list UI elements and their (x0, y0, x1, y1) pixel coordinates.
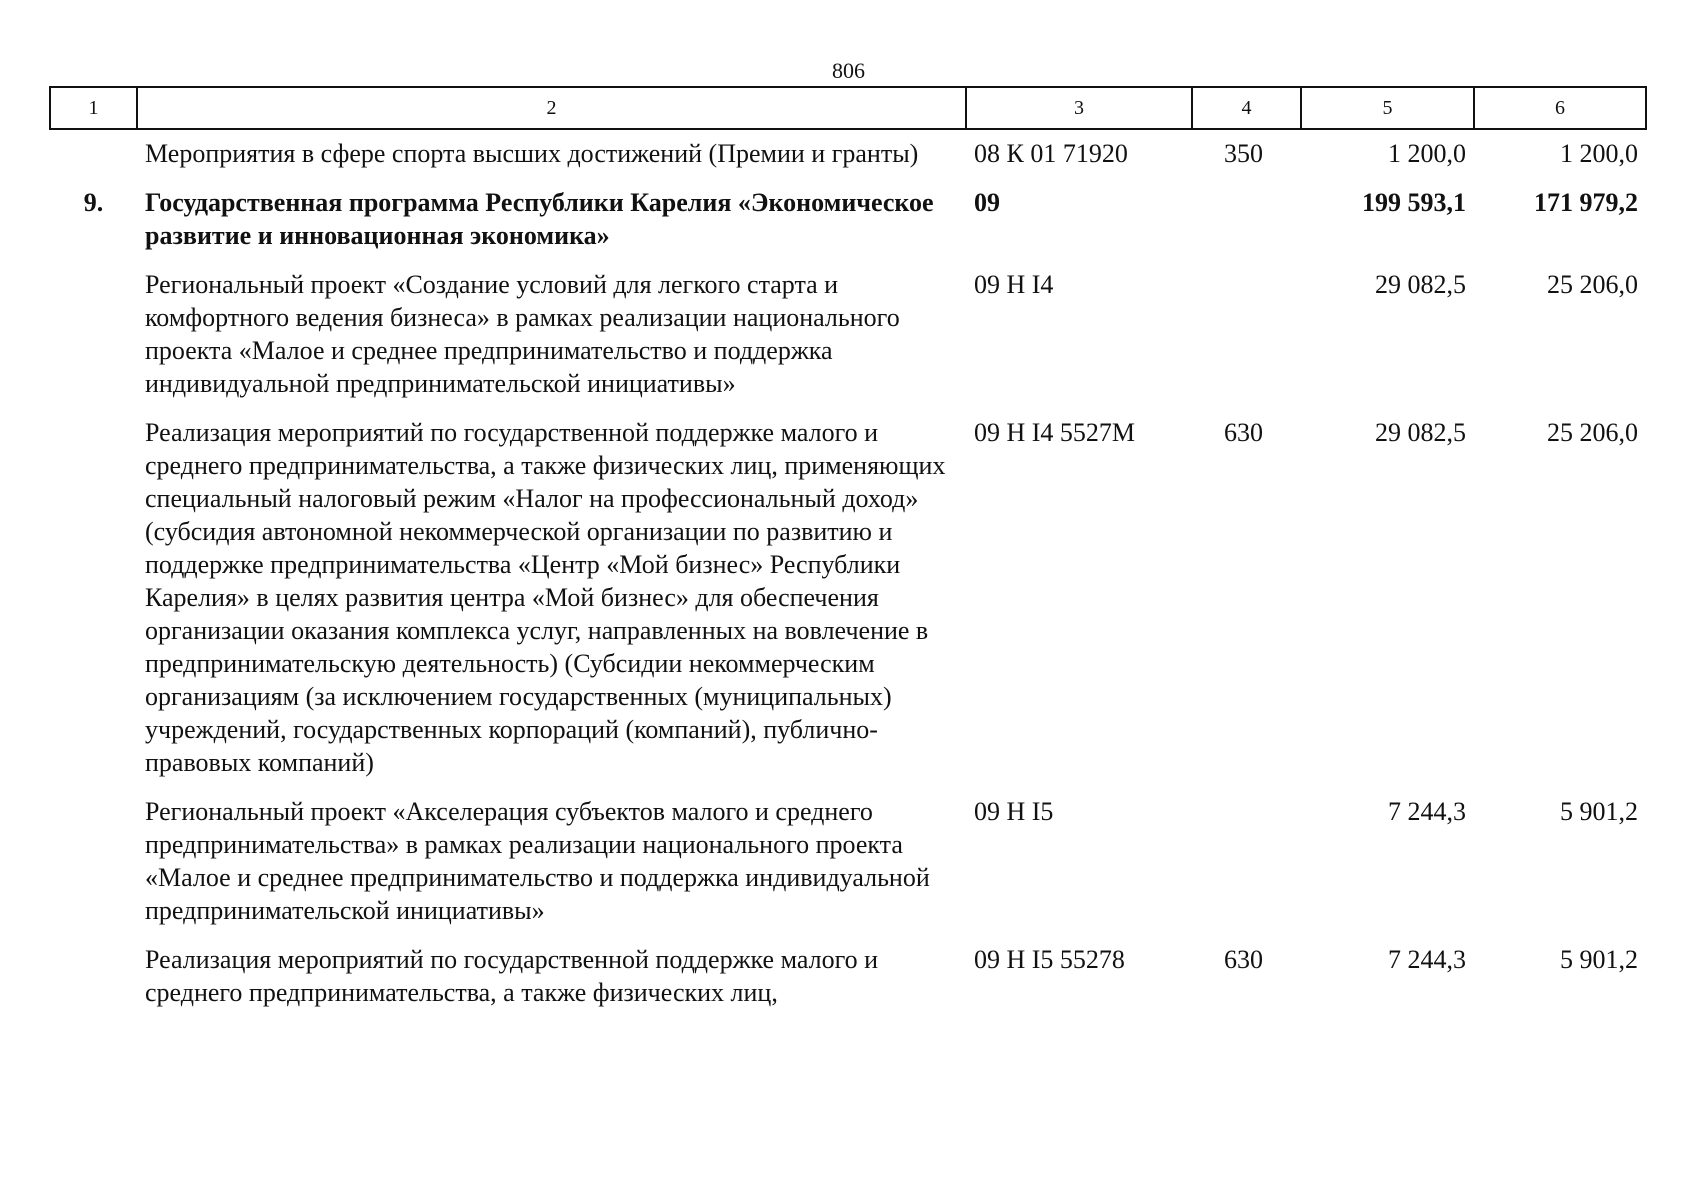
column-header-group: 4 (1192, 87, 1301, 129)
row-number (50, 795, 137, 943)
row-number (50, 268, 137, 416)
row-name: Реализация мероприятий по государственной поддержке малого и среднего предпринимательства, а также физических лиц, применяющих специальный налоговый режим «Налог на профессиональный доход» (субсидия автономной некоммерческой организации по развитию и поддержке предпринимательства «Центр «Мой бизнес» Республики Карелия» в целях развития центра «Мой бизнес» для обеспечения организации оказания комплекса услуг, направленных на вовлечение в предпринимательскую деятельность) (Субсидии некоммерческим организациям (за исключением государственных (муниципальных) учреждений, государственных корпораций (компаний), публично-правовых компаний) (145, 418, 946, 777)
table-row (50, 268, 1646, 416)
row-amount-1: 7 244,3 (1388, 797, 1466, 826)
table-row (50, 416, 1646, 795)
row-name: Государственная программа Республики Карелия «Экономическое развитие и инновационная экономика» (145, 188, 934, 250)
row-number (50, 129, 137, 186)
column-header-amount-1: 5 (1301, 87, 1474, 129)
row-number (50, 943, 137, 1025)
row-amount-2: 5 901,2 (1560, 797, 1638, 826)
row-amount-2: 1 200,0 (1560, 139, 1638, 168)
budget-table (49, 86, 1647, 1025)
row-number (50, 416, 137, 795)
table-row (50, 795, 1646, 943)
table-body (50, 129, 1646, 1025)
page-number: 806 (832, 58, 865, 83)
row-amount-2: 5 901,2 (1560, 945, 1638, 974)
row-number: 9. (83, 188, 104, 217)
row-group: 630 (1224, 418, 1263, 447)
table-header (50, 87, 1646, 129)
row-group: 350 (1224, 139, 1263, 168)
row-name: Региональный проект «Акселерация субъектов малого и среднего предпринимательства» в рамках реализации национального проекта «Малое и среднее предпринимательство и поддержка индивидуальной предпринимательской инициативы» (145, 797, 930, 925)
header-row (50, 87, 1646, 129)
row-code: 09 Н I5 55278 (974, 945, 1125, 974)
column-header-amount-2: 6 (1474, 87, 1646, 129)
row-group (1192, 268, 1301, 416)
row-name: Мероприятия в сфере спорта высших достижений (Премии и гранты) (145, 139, 919, 168)
column-header-code: 3 (966, 87, 1192, 129)
row-name: Региональный проект «Создание условий для легкого старта и комфортного ведения бизнеса» в рамках реализации национального проекта «Малое и среднее предпринимательство и поддержка индивидуальной предпринимательской инициативы» (145, 270, 900, 398)
row-amount-1: 29 082,5 (1375, 418, 1466, 447)
row-amount-2: 171 979,2 (1534, 188, 1638, 217)
table-row (50, 943, 1646, 1025)
row-amount-1: 7 244,3 (1388, 945, 1466, 974)
row-amount-1: 29 082,5 (1375, 270, 1466, 299)
row-group: 630 (1224, 945, 1263, 974)
row-name: Реализация мероприятий по государственной поддержке малого и среднего предпринимательства, а также физических лиц, (145, 945, 879, 1007)
row-code: 09 Н I4 5527М (974, 418, 1136, 447)
column-header-name: 2 (137, 87, 966, 129)
row-amount-2: 25 206,0 (1547, 418, 1638, 447)
row-amount-2: 25 206,0 (1547, 270, 1638, 299)
row-code: 09 Н I5 (974, 797, 1054, 826)
row-code: 09 (974, 188, 1000, 217)
row-group (1192, 795, 1301, 943)
row-code: 09 Н I4 (974, 270, 1054, 299)
column-header-number: 1 (50, 87, 137, 129)
row-code: 08 К 01 71920 (974, 139, 1128, 168)
row-amount-1: 1 200,0 (1388, 139, 1466, 168)
table-row-program (50, 186, 1646, 268)
row-amount-1: 199 593,1 (1362, 188, 1466, 217)
table-row (50, 129, 1646, 186)
row-group (1192, 186, 1301, 268)
